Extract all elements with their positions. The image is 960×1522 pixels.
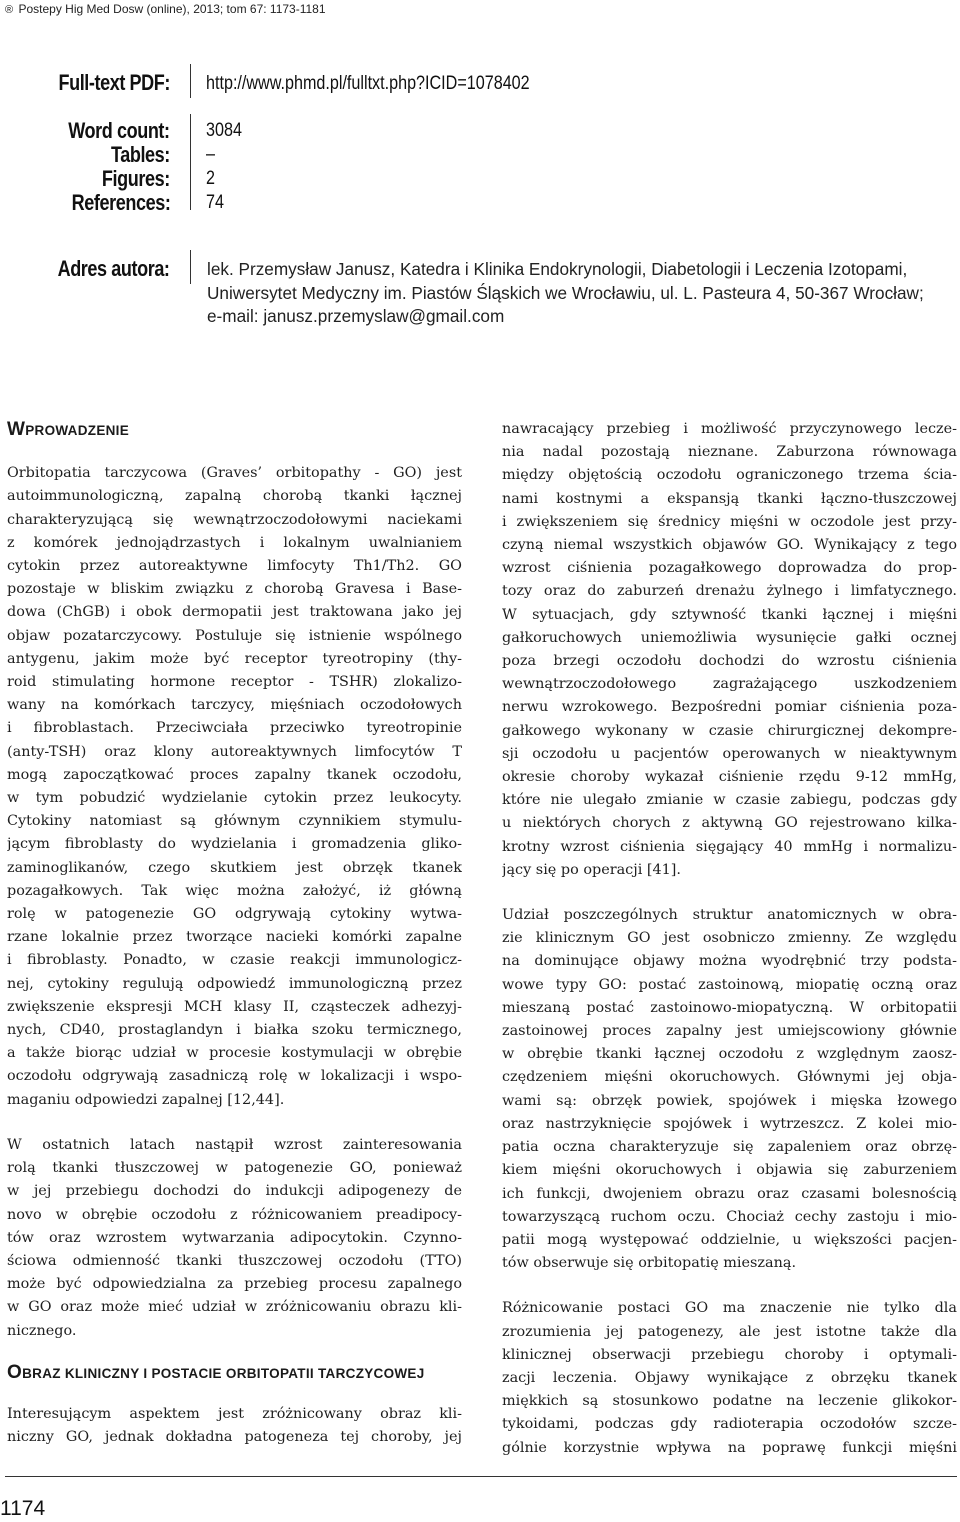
text-line: klinicznej obserwacji przebiegu choroby i optymali- (502, 1346, 957, 1363)
figures-value: 2 (206, 168, 215, 189)
text-line: nych, CD40, prostaglandyn i białka szoku termicznego, (7, 1022, 462, 1039)
text-line: wewnątrzoczodołowego zagrażającego uszkodzeniem (502, 676, 957, 693)
text-line: zacji leczenia. Objawy wynikające z obrzęku tkanek (502, 1369, 957, 1386)
text-line: wany na komórkach tarczycy, mięśniach oczodołowych (7, 697, 462, 714)
right-column (502, 418, 957, 1460)
wordcount-label: Word count: (68, 118, 170, 143)
text-line: a także biorąc udział w procesie kostymulacji w obrębie (7, 1045, 462, 1062)
text-line: gałkowego wykonany w czasie chirurgicznej dekompre- (502, 722, 957, 739)
text-line: patia oczna charakteryzuje się zapaleniem oraz obrzę- (502, 1139, 957, 1156)
text-line: nami kostnymi a ekspansją tkanki łączno-tłuszczowej (502, 490, 957, 507)
text-line: zie klinicznym GO jest osobniczo zmienny. Ze względu (502, 930, 957, 947)
text-line: Interesującym aspektem jest zróżnicowany obraz kli- (7, 1405, 462, 1422)
text-line: cytokin przez autoreaktywne limfocyty Th1/Th2. GO (7, 558, 462, 575)
text-line: krotny wzrost ciśnienia sięgający 40 mmHg i normalizu- (502, 838, 957, 855)
text-line: i fibroblastach. Przeciwciała przeciwko tyreotropinie (7, 720, 462, 737)
text-line: które nie ulegało zmianie w czasie zabiegu, podczas gdy (502, 792, 957, 809)
paragraph (7, 462, 462, 1112)
text-line: u niektórych chorych z aktywną GO rejestrowano kilka- (502, 815, 957, 832)
text-line: i fibroblasty. Ponadto, w czasie reakcji immunologicz- (7, 952, 462, 969)
text-line: poza brzegi oczodołu dochodzi do wzrostu ciśnienia (502, 653, 957, 670)
page-number: 1174 (0, 1497, 46, 1520)
text-line: w GO oraz może mieć udział w zróżnicowaniu obrazu kli- (7, 1299, 462, 1316)
section-heading-clinical-picture: OBRAZ KLINICZNY I POSTACIE ORBITOPATII TARCZYCOWEJ (7, 1361, 425, 1383)
text-line: oraz nastrzyknięcie spojówek i wytrzeszcz. Z kolei mio- (502, 1115, 957, 1132)
address-divider (190, 250, 191, 284)
text-line: autoimmunologiczną, zapalną chorobą tkanki łącznej (7, 488, 462, 505)
text-line: jącym fibroblasty do wydzielania i gromadzenia gliko- (7, 836, 462, 853)
text-line: towarzyszącą ruchom oczu. Chociaż cechy zastoju i mio- (502, 1208, 957, 1225)
text-line: jący się po operacji [41]. (502, 861, 681, 878)
text-line: nej, cytokiny regulują odpowiedź immunologiczną przez (7, 975, 462, 992)
text-line: gólnie korzystnie wpływa na poprawę funkcji mięśni (502, 1439, 957, 1456)
text-line: roid stimulating hormone receptor - TSHR) zlokalizo- (7, 674, 462, 691)
text-line: niczny GO, jednak dokładna patogeneza tej choroby, jej (7, 1429, 462, 1446)
address-line: lek. Przemysław Janusz, Katedra i Klinika Endokrynologii, Diabetologii i Leczenia Izotopami, (207, 259, 908, 279)
text-line: i zwiększeniem się średnicy mięśni w oczodole jest przy- (502, 513, 957, 530)
text-line: z komórek jednojądrzastych i lokalnym uwalnianiem (7, 534, 462, 551)
text-line: patii mogą występować oddzielnie, u większości pacjen- (502, 1231, 957, 1248)
text-line: rolą tkanki tłuszczowej w patogenezie GO, ponieważ (7, 1160, 462, 1177)
text-line: wowe typy GO: postać zastoinową, miopatię oczną oraz (502, 976, 957, 993)
text-line: sji oczodołu u pacjentów operowanych w nieaktywnym (502, 745, 957, 762)
author-address (207, 258, 959, 329)
paragraph (502, 904, 957, 1275)
text-line: dowa (ChGB) i obok dermopatii jest traktowana jako jej (7, 604, 462, 621)
text-line: na dominujące objawy można wyodrębnić trzy podsta- (502, 953, 957, 970)
text-line: pozostaje w bliskim związku z chorobą Gravesa i Base- (7, 581, 462, 598)
fulltext-divider (190, 64, 191, 98)
text-line: zastoinowej proces zapalny jest umiejscowiony głównie (502, 1023, 957, 1040)
text-line: maganiu odpowiedzi zapalnej [12,44]. (7, 1091, 285, 1108)
text-line: Cytokiny natomiast są głównym czynnikiem stymulu- (7, 813, 462, 830)
text-line: nia nadal pozostają nieznane. Zaburzona równowaga (502, 444, 957, 461)
counts-divider (190, 114, 191, 210)
text-line: (anty-TSH) oraz klony autoreaktywnych limfocytów T (7, 743, 462, 760)
text-line: pozagałkowych. Tak więc można założyć, iż główną (7, 882, 462, 899)
references-value: 74 (206, 192, 224, 213)
text-line: nicznego. (7, 1322, 77, 1339)
text-line: antygenu, jakim może być receptor tyreotropiny (thy- (7, 650, 462, 667)
running-head-text: Postepy Hig Med Dosw (online), 2013; tom 67: 1173-1181 (18, 2, 326, 16)
tables-value: – (206, 144, 215, 165)
text-line: Udział poszczególnych struktur anatomicznych w obra- (502, 907, 957, 924)
text-line: charakteryzującą się wewnątrzoczodołowymi naciekami (7, 511, 462, 528)
text-line: wami są: obrzęk powiek, spojówek i mięska łzowego (502, 1092, 957, 1109)
text-line: tów oraz wzrostem wytwarzania adipocytokin. Czynno- (7, 1229, 462, 1246)
paragraph (7, 1134, 462, 1343)
address-label: Adres autora: (58, 256, 170, 281)
text-line: czyną niemal wszystkich objawów GO. Wynikający z tego (502, 537, 957, 554)
figures-label: Figures: (102, 166, 170, 191)
paragraph (502, 418, 957, 882)
text-line: gałkoruchowych uniemożliwia wysunięcie gałki ocznej (502, 629, 957, 646)
text-line: tykoidami, podczas gdy radioterapia oczodołów szcze- (502, 1416, 957, 1433)
footer-divider (5, 1476, 957, 1477)
text-line: czędzeniem mięśni okoruchowych. Głównymi jej obja- (502, 1069, 957, 1086)
text-line: ich funkcji, dwojeniem obrazu oraz czasami bolesnością (502, 1185, 957, 1202)
text-line: zaminoglikanów, czego skutkiem jest obrzęk tkanek (7, 859, 462, 876)
text-line: w jej przebiegu dochodzi do indukcji adipogenezy de (7, 1183, 462, 1200)
text-line: novo w obrębie oczodołu z różnicowaniem preadipocy- (7, 1206, 462, 1223)
text-line: mieszaną postać zastoinowo-miopatyczną. W orbitopatii (502, 999, 957, 1016)
text-line: może być odpowiedzialna za przebieg procesu zapalnego (7, 1276, 462, 1293)
fulltext-label: Full-text PDF: (58, 70, 170, 95)
text-line: W ostatnich latach nastąpił wzrost zainteresowania (7, 1136, 462, 1153)
section-heading-introduction: WPROWADZENIE (7, 419, 130, 440)
text-line: wzrost ciśnienia pozagałkowego doprowadza do prop- (502, 560, 957, 577)
references-label: References: (71, 190, 170, 215)
text-line: zwiększenie ekspresji MCH klasy II, cząsteczek adhezyj- (7, 998, 462, 1015)
address-email[interactable]: e-mail: janusz.przemyslaw@gmail.com (207, 306, 505, 326)
paragraph (502, 1297, 957, 1459)
text-line: w tym pobudzić wydzielanie cytokin przez leukocyty. (7, 790, 462, 807)
text-line: okresie choroby wykazał ciśnienie rzędu 9-12 mmHg, (502, 769, 957, 786)
text-line: tozy oraz do zaburzeń drenażu żylnego i limfatycznego. (502, 583, 957, 600)
text-line: rzane lokalnie przez tworzące nacieki komórki zapalne (7, 929, 462, 946)
registered-icon: ® (5, 4, 14, 16)
text-line: nawracający przebieg i możliwość przyczynowego lecze- (502, 421, 957, 437)
left-column (7, 418, 462, 1449)
running-head (5, 2, 326, 16)
text-line: między objętością oczodołu ograniczonego trzema ścia- (502, 467, 957, 484)
paragraph (7, 1403, 462, 1449)
text-line: tów obserwuje się orbitopatię mieszaną. (502, 1255, 797, 1272)
text-line: oczodołu odgrywają zasadniczą rolę w lokalizacji i wspo- (7, 1068, 462, 1085)
text-line: objaw pozatarczycowy. Postuluje się istnienie wspólnego (7, 627, 462, 644)
text-line: w obrębie tkanki łącznej oczodołu z względnym zaosz- (502, 1046, 957, 1063)
text-line: kiem mięśni okoruchowych i objawia się zaburzeniem (502, 1162, 957, 1179)
wordcount-value: 3084 (206, 120, 242, 141)
text-line: W sytuacjach, gdy sztywność tkanki łącznej i mięśni (502, 606, 957, 623)
address-line: Uniwersytet Medyczny im. Piastów Śląskich we Wrocławiu, ul. L. Pasteura 4, 50-367 Wrocław; (207, 282, 924, 303)
text-line: miękkich są stosunkowo podatne na leczenie glikokor- (502, 1393, 957, 1410)
fulltext-link[interactable]: http://www.phmd.pl/fulltxt.php?ICID=1078402 (206, 73, 530, 94)
text-line: Orbitopatia tarczycowa (Graves’ orbitopathy - GO) jest (7, 465, 462, 482)
text-line: Różnicowanie postaci GO ma znaczenie nie tylko dla (502, 1300, 957, 1317)
tables-label: Tables: (111, 142, 170, 167)
text-line: rolę w patogenezie GO odgrywają cytokiny wytwa- (7, 906, 462, 923)
text-line: nerwu wzrokowego. Bezpośredni pomiar ciśnienia poza- (502, 699, 957, 716)
text-line: mogą zapoczątkować proces zapalny tkanek oczodołu, (7, 766, 462, 783)
text-line: zrozumienia jej patogenezy, ale jest istotne także dla (502, 1323, 957, 1340)
text-line: ściowa odmienność tkanki tłuszczowej oczodołu (TTO) (7, 1252, 462, 1269)
